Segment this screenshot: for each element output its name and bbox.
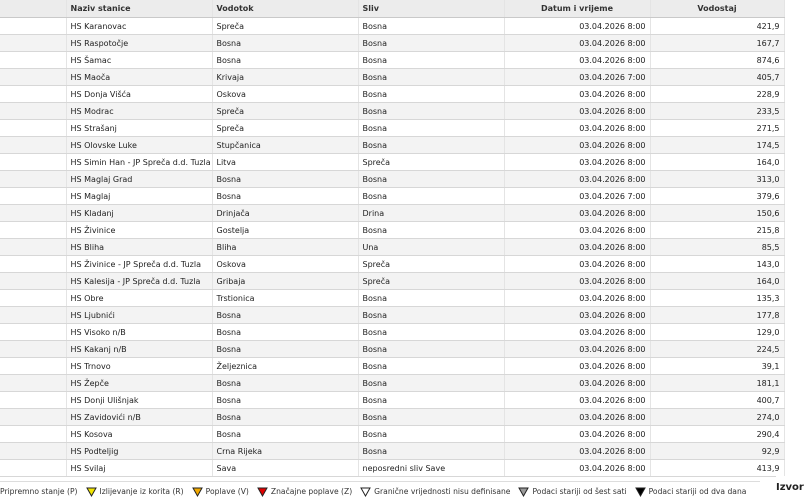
- datetime-cell: 03.04.2026 8:00: [504, 171, 650, 188]
- station-name-cell: HS Kosova: [66, 426, 212, 443]
- datetime-cell: 03.04.2026 8:00: [504, 205, 650, 222]
- river-cell: Bosna: [212, 375, 358, 392]
- triangle-down-icon: [518, 487, 529, 497]
- table-row[interactable]: [0, 290, 784, 307]
- water-level-cell: 143,0: [650, 256, 784, 273]
- row-marker-cell: [0, 86, 66, 103]
- basin-cell: Spreča: [358, 154, 504, 171]
- river-cell: Bosna: [212, 426, 358, 443]
- basin-cell: Spreča: [358, 256, 504, 273]
- water-level-cell: 233,5: [650, 103, 784, 120]
- row-marker-cell: [0, 290, 66, 307]
- river-cell: Spreča: [212, 120, 358, 137]
- station-name-cell: HS Strašanj: [66, 120, 212, 137]
- table-row[interactable]: [0, 273, 784, 290]
- legend-label: Granične vrijednosti nisu definisane: [374, 487, 511, 496]
- table-row[interactable]: [0, 341, 784, 358]
- basin-cell: Bosna: [358, 120, 504, 137]
- legend-label: Podaci stariji od šest sati: [532, 487, 627, 496]
- water-level-cell: 379,6: [650, 188, 784, 205]
- datetime-cell: 03.04.2026 8:00: [504, 154, 650, 171]
- water-level-cell: 129,0: [650, 324, 784, 341]
- table-row[interactable]: [0, 52, 784, 69]
- station-name-cell: HS Modrac: [66, 103, 212, 120]
- row-marker-cell: [0, 273, 66, 290]
- datetime-cell: 03.04.2026 8:00: [504, 120, 650, 137]
- row-marker-cell: [0, 154, 66, 171]
- water-level-cell: 224,5: [650, 341, 784, 358]
- water-level-cell: 181,1: [650, 375, 784, 392]
- datetime-cell: 03.04.2026 8:00: [504, 52, 650, 69]
- station-name-cell: HS Maglaj Grad: [66, 171, 212, 188]
- station-name-cell: HS Živinice: [66, 222, 212, 239]
- river-cell: Željeznica: [212, 358, 358, 375]
- basin-cell: Bosna: [358, 358, 504, 375]
- source-label: Izvor: [776, 476, 800, 500]
- water-level-cell: 150,6: [650, 205, 784, 222]
- legend-item: [518, 487, 626, 497]
- datetime-cell: 03.04.2026 7:00: [504, 188, 650, 205]
- water-level-cell: 135,3: [650, 290, 784, 307]
- water-level-cell: 413,9: [650, 460, 784, 477]
- table-row[interactable]: [0, 307, 784, 324]
- river-cell: Crna Rijeka: [212, 443, 358, 460]
- station-name-cell: HS Živinice - JP Spreča d.d. Tuzla: [66, 256, 212, 273]
- datetime-cell: 03.04.2026 8:00: [504, 358, 650, 375]
- basin-cell: Una: [358, 239, 504, 256]
- table-row[interactable]: [0, 392, 784, 409]
- datetime-cell: 03.04.2026 8:00: [504, 222, 650, 239]
- basin-cell: Bosna: [358, 426, 504, 443]
- basin-cell: Bosna: [358, 86, 504, 103]
- basin-cell: Bosna: [358, 35, 504, 52]
- legend-item: [86, 487, 184, 497]
- row-marker-cell: [0, 35, 66, 52]
- river-cell: Sava: [212, 460, 358, 477]
- table-row[interactable]: [0, 171, 784, 188]
- station-name-cell: HS Karanovac: [66, 18, 212, 35]
- water-level-cell: 85,5: [650, 239, 784, 256]
- col-header-station[interactable]: Naziv stanice: [66, 0, 212, 18]
- water-level-cell: 228,9: [650, 86, 784, 103]
- triangle-down-icon: [192, 487, 203, 497]
- table-row[interactable]: [0, 205, 784, 222]
- datetime-cell: 03.04.2026 8:00: [504, 443, 650, 460]
- water-level-cell: 215,8: [650, 222, 784, 239]
- river-cell: Oskova: [212, 256, 358, 273]
- river-cell: Bosna: [212, 35, 358, 52]
- datetime-cell: 03.04.2026 7:00: [504, 69, 650, 86]
- row-marker-cell: [0, 426, 66, 443]
- water-level-cell: 400,7: [650, 392, 784, 409]
- row-marker-cell: [0, 188, 66, 205]
- basin-cell: Bosna: [358, 69, 504, 86]
- datetime-cell: 03.04.2026 8:00: [504, 290, 650, 307]
- legend-item: [635, 487, 747, 497]
- legend-label: Značajne poplave (Z): [270, 487, 353, 496]
- row-marker-cell: [0, 358, 66, 375]
- basin-cell: Bosna: [358, 375, 504, 392]
- river-cell: Krivaja: [212, 69, 358, 86]
- river-cell: Litva: [212, 154, 358, 171]
- river-cell: Stupčanica: [212, 137, 358, 154]
- legend-item: [257, 487, 352, 497]
- datetime-cell: 03.04.2026 8:00: [504, 137, 650, 154]
- basin-cell: Bosna: [358, 443, 504, 460]
- row-marker-cell: [0, 256, 66, 273]
- table-body: [0, 18, 784, 477]
- station-name-cell: HS Maglaj: [66, 188, 212, 205]
- legend-label: Poplave (V): [205, 487, 249, 496]
- basin-cell: Bosna: [358, 324, 504, 341]
- legend-label: Podaci stariji od dva dana: [648, 487, 747, 496]
- triangle-down-icon: [257, 487, 268, 497]
- row-marker-cell: [0, 375, 66, 392]
- basin-cell: Spreča: [358, 273, 504, 290]
- row-marker-cell: [0, 239, 66, 256]
- datetime-cell: 03.04.2026 8:00: [504, 409, 650, 426]
- triangle-down-icon: [635, 487, 646, 497]
- water-level-cell: 167,7: [650, 35, 784, 52]
- water-level-cell: 271,5: [650, 120, 784, 137]
- station-name-cell: HS Bliha: [66, 239, 212, 256]
- col-header-basin[interactable]: Sliv: [358, 0, 504, 18]
- station-name-cell: HS Maoča: [66, 69, 212, 86]
- triangle-down-icon: [86, 487, 97, 497]
- datetime-cell: 03.04.2026 8:00: [504, 375, 650, 392]
- river-cell: Gostelja: [212, 222, 358, 239]
- table-row[interactable]: [0, 460, 784, 477]
- table-row[interactable]: [0, 324, 784, 341]
- table-row[interactable]: [0, 443, 784, 460]
- col-header-marker[interactable]: [0, 0, 66, 18]
- col-header-datetime[interactable]: Datum i vrijeme: [504, 0, 650, 18]
- table-row[interactable]: [0, 69, 784, 86]
- water-level-cell: 164,0: [650, 154, 784, 171]
- row-marker-cell: [0, 307, 66, 324]
- water-level-cell: 39,1: [650, 358, 784, 375]
- col-header-water-level[interactable]: Vodostaj: [650, 0, 784, 18]
- water-level-cell: 164,0: [650, 273, 784, 290]
- river-cell: Drinjača: [212, 205, 358, 222]
- col-header-river[interactable]: Vodotok: [212, 0, 358, 18]
- datetime-cell: 03.04.2026 8:00: [504, 426, 650, 443]
- datetime-cell: 03.04.2026 8:00: [504, 324, 650, 341]
- water-level-cell: 421,9: [650, 18, 784, 35]
- row-marker-cell: [0, 460, 66, 477]
- triangle-down-icon: [360, 487, 371, 497]
- water-level-cell: 874,6: [650, 52, 784, 69]
- station-name-cell: HS Kalesija - JP Spreča d.d. Tuzla: [66, 273, 212, 290]
- table-row[interactable]: [0, 120, 784, 137]
- legend-item: [360, 487, 510, 497]
- table-header-row: [0, 0, 784, 18]
- basin-cell: Bosna: [358, 290, 504, 307]
- row-marker-cell: [0, 222, 66, 239]
- station-name-cell: HS Raspotočje: [66, 35, 212, 52]
- station-name-cell: HS Svilaj: [66, 460, 212, 477]
- datetime-cell: 03.04.2026 8:00: [504, 392, 650, 409]
- station-name-cell: HS Podteljig: [66, 443, 212, 460]
- basin-cell: neposredni sliv Save: [358, 460, 504, 477]
- water-level-cell: 177,8: [650, 307, 784, 324]
- legend-label: Izlijevanje iz korita (R): [99, 487, 184, 496]
- table-row[interactable]: [0, 86, 784, 103]
- river-cell: Bosna: [212, 307, 358, 324]
- datetime-cell: 03.04.2026 8:00: [504, 273, 650, 290]
- water-level-cell: 405,7: [650, 69, 784, 86]
- basin-cell: Bosna: [358, 392, 504, 409]
- river-cell: Bosna: [212, 392, 358, 409]
- station-name-cell: HS Simin Han - JP Spreča d.d. Tuzla: [66, 154, 212, 171]
- water-level-cell: 92,9: [650, 443, 784, 460]
- row-marker-cell: [0, 171, 66, 188]
- row-marker-cell: [0, 18, 66, 35]
- table-row[interactable]: [0, 426, 784, 443]
- datetime-cell: 03.04.2026 8:00: [504, 86, 650, 103]
- station-name-cell: HS Trnovo: [66, 358, 212, 375]
- station-name-cell: HS Kladanj: [66, 205, 212, 222]
- water-level-cell: 274,0: [650, 409, 784, 426]
- station-name-cell: HS Šamac: [66, 52, 212, 69]
- river-cell: Bliha: [212, 239, 358, 256]
- river-cell: Trstionica: [212, 290, 358, 307]
- station-name-cell: HS Donja Višća: [66, 86, 212, 103]
- station-name-cell: HS Visoko n/B: [66, 324, 212, 341]
- basin-cell: Drina: [358, 205, 504, 222]
- water-level-cell: 290,4: [650, 426, 784, 443]
- station-name-cell: HS Kakanj n/B: [66, 341, 212, 358]
- datetime-cell: 03.04.2026 8:00: [504, 18, 650, 35]
- river-cell: Bosna: [212, 341, 358, 358]
- station-name-cell: HS Olovske Luke: [66, 137, 212, 154]
- table-row[interactable]: [0, 35, 784, 52]
- water-level-cell: 313,0: [650, 171, 784, 188]
- basin-cell: Bosna: [358, 409, 504, 426]
- row-marker-cell: [0, 409, 66, 426]
- table-row[interactable]: [0, 222, 784, 239]
- datetime-cell: 03.04.2026 8:00: [504, 35, 650, 52]
- basin-cell: Bosna: [358, 52, 504, 69]
- row-marker-cell: [0, 341, 66, 358]
- legend-item: [192, 487, 249, 497]
- row-marker-cell: [0, 52, 66, 69]
- legend-item: [0, 487, 78, 496]
- station-name-cell: HS Ljubnići: [66, 307, 212, 324]
- legend-label: Pripremno stanje (P): [0, 487, 78, 496]
- river-cell: Bosna: [212, 409, 358, 426]
- table-row[interactable]: [0, 256, 784, 273]
- datetime-cell: 03.04.2026 8:00: [504, 460, 650, 477]
- table-row[interactable]: [0, 188, 784, 205]
- table-row[interactable]: [0, 154, 784, 171]
- legend: [0, 481, 760, 501]
- row-marker-cell: [0, 137, 66, 154]
- row-marker-cell: [0, 324, 66, 341]
- table-row[interactable]: [0, 358, 784, 375]
- river-cell: Bosna: [212, 188, 358, 205]
- datetime-cell: 03.04.2026 8:00: [504, 239, 650, 256]
- basin-cell: Bosna: [358, 171, 504, 188]
- river-cell: Bosna: [212, 324, 358, 341]
- station-name-cell: HS Zavidovići n/B: [66, 409, 212, 426]
- basin-cell: Bosna: [358, 103, 504, 120]
- river-cell: Bosna: [212, 171, 358, 188]
- table-row[interactable]: [0, 375, 784, 392]
- station-name-cell: HS Žepče: [66, 375, 212, 392]
- datetime-cell: 03.04.2026 8:00: [504, 341, 650, 358]
- water-level-cell: 174,5: [650, 137, 784, 154]
- table-row[interactable]: [0, 409, 784, 426]
- table-row[interactable]: [0, 239, 784, 256]
- table-row[interactable]: [0, 103, 784, 120]
- river-cell: Spreča: [212, 103, 358, 120]
- datetime-cell: 03.04.2026 8:00: [504, 103, 650, 120]
- row-marker-cell: [0, 69, 66, 86]
- table-row[interactable]: [0, 18, 784, 35]
- row-marker-cell: [0, 392, 66, 409]
- basin-cell: Bosna: [358, 222, 504, 239]
- row-marker-cell: [0, 443, 66, 460]
- basin-cell: Bosna: [358, 137, 504, 154]
- river-cell: Bosna: [212, 52, 358, 69]
- datetime-cell: 03.04.2026 8:00: [504, 307, 650, 324]
- river-cell: Oskova: [212, 86, 358, 103]
- river-cell: Spreča: [212, 18, 358, 35]
- basin-cell: Bosna: [358, 188, 504, 205]
- river-cell: Gribaja: [212, 273, 358, 290]
- row-marker-cell: [0, 103, 66, 120]
- station-name-cell: HS Donji Ulišnjak: [66, 392, 212, 409]
- table-row[interactable]: [0, 137, 784, 154]
- station-name-cell: HS Obre: [66, 290, 212, 307]
- basin-cell: Bosna: [358, 18, 504, 35]
- basin-cell: Bosna: [358, 307, 504, 324]
- row-marker-cell: [0, 120, 66, 137]
- row-marker-cell: [0, 205, 66, 222]
- basin-cell: Bosna: [358, 341, 504, 358]
- datetime-cell: 03.04.2026 8:00: [504, 256, 650, 273]
